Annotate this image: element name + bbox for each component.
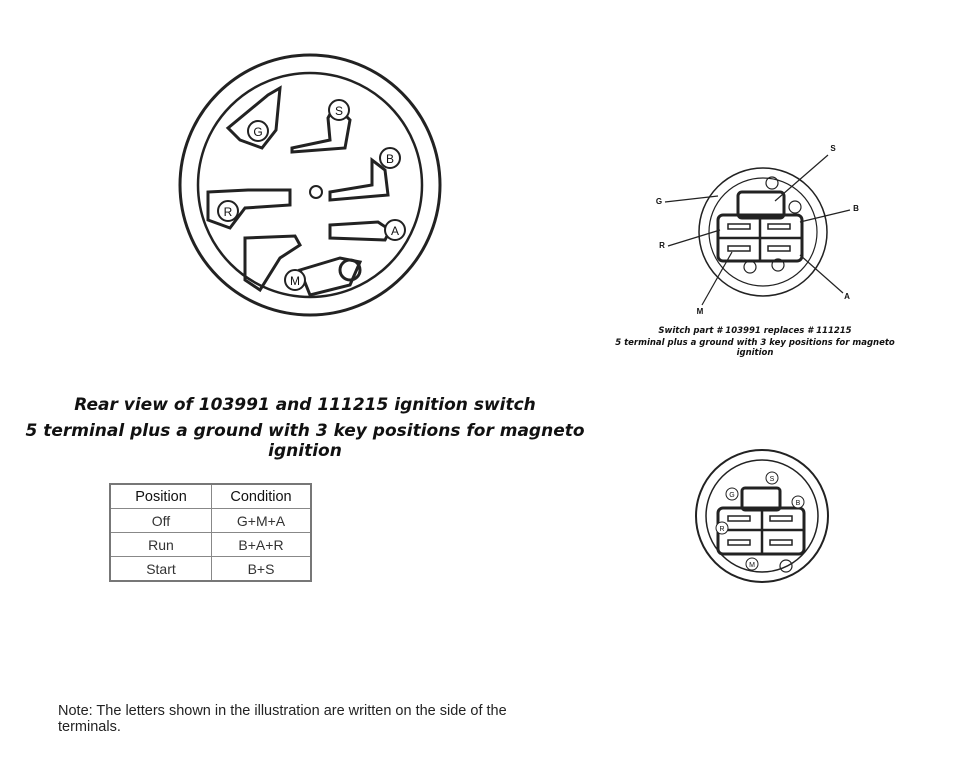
side-switch-diagram — [665, 155, 850, 305]
table-header-row — [110, 484, 311, 509]
condition-cell: B+A+R — [212, 533, 312, 557]
table-row — [110, 557, 311, 582]
terminal-r-label: R — [223, 205, 233, 219]
bottom-label-g: G — [729, 492, 735, 499]
key-position-table — [109, 483, 312, 582]
table-row — [110, 509, 311, 533]
side-caption-line1: Switch part # 103991 replaces # 111215 — [658, 326, 852, 336]
bottom-label-b: B — [795, 500, 801, 507]
side-label-r: R — [659, 241, 665, 250]
position-cell: Run — [110, 533, 212, 557]
condition-cell: B+S — [212, 557, 312, 582]
position-cell: Off — [110, 509, 212, 533]
position-cell: Start — [110, 557, 212, 582]
condition-cell: G+M+A — [212, 509, 312, 533]
bottom-label-r: R — [719, 526, 725, 533]
side-label-m: M — [696, 307, 704, 316]
terminal-s-label: S — [334, 104, 344, 118]
diagram-title-line1: Rear view of 103991 and 111215 ignition switch — [74, 395, 536, 415]
diagram-title-line2: 5 terminal plus a ground with 3 key positions for magneto ignition — [25, 421, 585, 461]
table-row — [110, 533, 311, 557]
bottom-label-m: M — [749, 562, 755, 569]
side-caption-line2: 5 terminal plus a ground with 3 key positions for magneto ignition — [615, 338, 895, 358]
header-position: Position — [110, 484, 212, 509]
side-label-b: B — [853, 204, 859, 213]
header-condition: Condition — [212, 484, 312, 509]
terminal-b-label: B — [385, 152, 395, 166]
side-label-s: S — [830, 144, 836, 153]
side-label-a: A — [844, 292, 850, 301]
side-label-g: G — [655, 197, 663, 206]
terminal-g-label: G — [253, 125, 263, 139]
note-text: Note: The letters shown in the illustration are written on the side of the terminals. — [58, 703, 507, 735]
bottom-switch-diagram — [696, 450, 828, 582]
terminal-m-label: M — [290, 274, 300, 288]
bottom-label-s: S — [769, 476, 775, 483]
terminal-a-label: A — [390, 224, 400, 238]
main-switch-diagram — [180, 55, 440, 315]
